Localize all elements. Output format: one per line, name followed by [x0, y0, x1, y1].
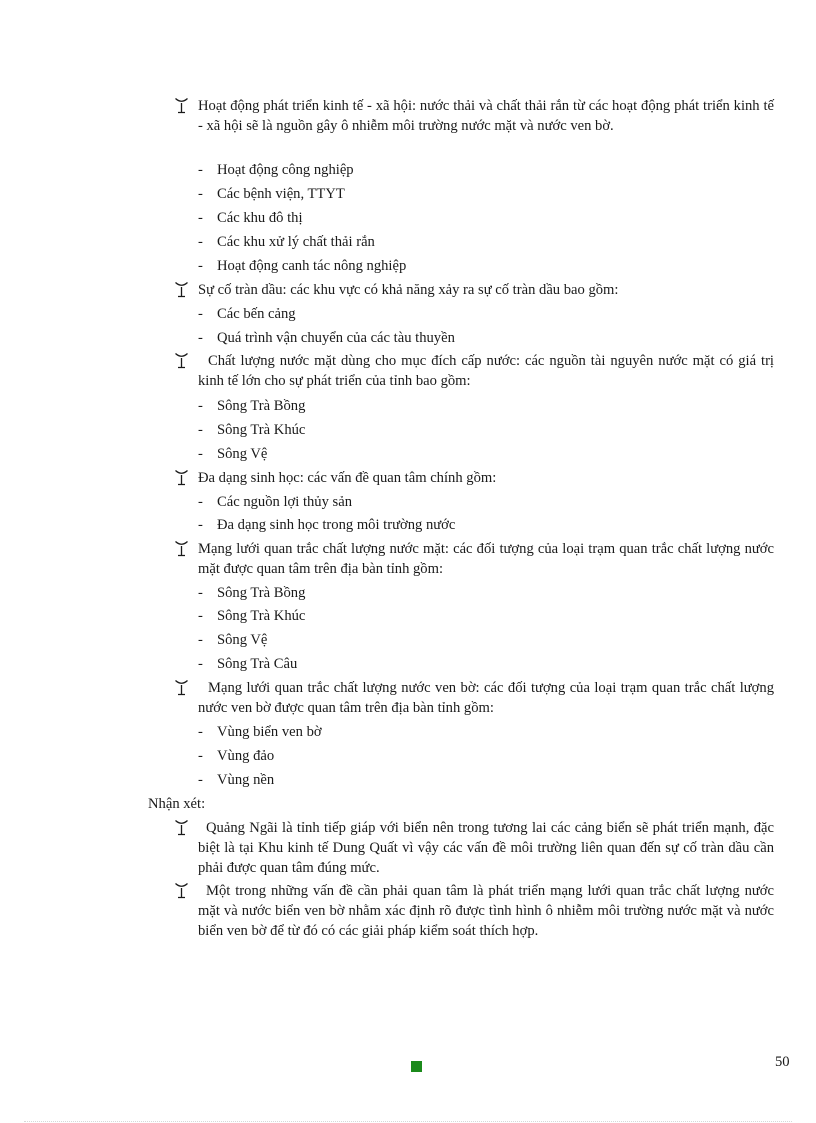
taurus-bullet-icon [174, 679, 189, 696]
bullet-text: Quảng Ngãi là tỉnh tiếp giáp với biển nên trong tương lai các cảng biển sẽ phát triển mạnh, đặc biệt là tại Khu kinh tế Dung Quất vì vậy các vấn đề môi trường liên quan đến sự cố tràn dầu cần phải được quan tâm đúng mức. [198, 820, 774, 876]
sub-item-text: Hoạt động canh tác nông nghiệp [217, 258, 407, 274]
sub-item [198, 328, 455, 348]
sub-item-text: Sông Trà Câu [217, 656, 298, 672]
bullet-text: Đa dạng sinh học: các vấn đề quan tâm chính gồm: [198, 470, 497, 486]
bullet-item [174, 881, 774, 941]
dash-marker: - [198, 446, 203, 462]
dash-marker: - [198, 608, 203, 624]
bullet-text: Một trong những vấn đề cần phải quan tâm là phát triển mạng lưới quan trắc chất lượng nước mặt và nước biển ven bờ nhằm xác định rõ được tình hình ô nhiễm môi trường nước mặt và nước biển ven bờ để từ đó có các giải pháp kiểm soát thích hợp. [198, 883, 774, 939]
dash-marker: - [198, 422, 203, 438]
bullet-item [174, 468, 774, 488]
bullet-text: Sự cố tràn dầu: các khu vực có khả năng xảy ra sự cố tràn dầu bao gồm: [198, 282, 619, 298]
sub-item [198, 420, 305, 440]
bullet-item [174, 539, 774, 579]
sub-item [198, 583, 305, 603]
sub-item-text: Quá trình vận chuyển của các tàu thuyền [217, 330, 455, 346]
dash-marker: - [198, 398, 203, 414]
page-number: 50 [775, 1054, 790, 1070]
dash-marker: - [198, 258, 203, 274]
sub-item [198, 515, 455, 535]
footer-rule [24, 1121, 792, 1122]
bullet-text: Chất lượng nước mặt dùng cho mục đích cấp nước: các nguồn tài nguyên nước mặt có giá trị kinh tế lớn cho sự phát triển của tỉnh bao gồm: [198, 353, 774, 389]
dash-marker: - [198, 632, 203, 648]
sub-item [198, 606, 305, 626]
sub-item [198, 160, 354, 180]
sub-item [198, 396, 305, 416]
sub-item-text: Sông Vệ [217, 632, 268, 648]
dash-marker: - [198, 162, 203, 178]
sub-item [198, 256, 406, 276]
bullet-text: Mạng lưới quan trắc chất lượng nước mặt: các đối tượng của loại trạm quan trắc chất lượng nước mặt được quan tâm trên địa bàn tỉnh gồm: [198, 541, 774, 577]
sub-item-text: Các bệnh viện, TTYT [217, 186, 345, 202]
sub-item [198, 232, 375, 252]
dash-marker: - [198, 748, 203, 764]
sub-item-text: Hoạt động công nghiệp [217, 162, 354, 178]
sub-item [198, 722, 322, 742]
green-square-icon [411, 1061, 422, 1072]
sub-item [198, 304, 296, 324]
bullet-text: Mạng lưới quan trắc chất lượng nước ven bờ: các đối tượng của loại trạm quan trắc chất lượng nước ven bờ được quan tâm trên địa bàn tỉnh gồm: [198, 680, 774, 716]
bullet-text: Hoạt động phát triển kinh tế - xã hội: nước thải và chất thải rắn từ các hoạt động phát triển kinh tế - xã hội sẽ là nguồn gây ô nhiễm môi trường nước mặt và nước ven bờ. [198, 98, 774, 134]
sub-item [198, 444, 267, 464]
sub-item-text: Sông Trà Bồng [217, 585, 306, 601]
section-label: Nhận xét: [148, 796, 206, 812]
sub-item [198, 770, 274, 790]
dash-marker: - [198, 517, 203, 533]
taurus-bullet-icon [174, 819, 189, 836]
bullet-item [174, 96, 774, 136]
dash-marker: - [198, 306, 203, 322]
bullet-item [174, 818, 774, 878]
dash-marker: - [198, 186, 203, 202]
sub-item-text: Vùng nền [217, 772, 275, 788]
bullet-item [174, 280, 774, 300]
sub-item-text: Các khu xử lý chất thải rắn [217, 234, 375, 250]
dash-marker: - [198, 585, 203, 601]
dash-marker: - [198, 210, 203, 226]
sub-item-text: Sông Trà Khúc [217, 422, 306, 438]
sub-item [198, 630, 267, 650]
dash-marker: - [198, 494, 203, 510]
sub-item-text: Vùng đảo [217, 748, 275, 764]
sub-item-text: Các nguồn lợi thủy sản [217, 494, 352, 510]
sub-item-text: Đa dạng sinh học trong môi trường nước [217, 517, 456, 533]
sub-item [198, 492, 352, 512]
sub-item [198, 184, 345, 204]
sub-item-text: Sông Trà Khúc [217, 608, 306, 624]
sub-item-text: Sông Trà Bồng [217, 398, 306, 414]
sub-item-text: Sông Vệ [217, 446, 268, 462]
dash-marker: - [198, 772, 203, 788]
taurus-bullet-icon [174, 97, 189, 114]
sub-item-text: Các khu đô thị [217, 210, 303, 226]
sub-item-text: Các bến cảng [217, 306, 296, 322]
taurus-bullet-icon [174, 882, 189, 899]
dash-marker: - [198, 330, 203, 346]
sub-item-text: Vùng biển ven bờ [217, 724, 322, 740]
taurus-bullet-icon [174, 540, 189, 557]
bullet-item [174, 351, 774, 391]
dash-marker: - [198, 724, 203, 740]
bullet-item [174, 678, 774, 718]
dash-marker: - [198, 656, 203, 672]
taurus-bullet-icon [174, 281, 189, 298]
sub-item [198, 208, 303, 228]
taurus-bullet-icon [174, 469, 189, 486]
sub-item [198, 746, 274, 766]
taurus-bullet-icon [174, 352, 189, 369]
sub-item [198, 654, 297, 674]
dash-marker: - [198, 234, 203, 250]
